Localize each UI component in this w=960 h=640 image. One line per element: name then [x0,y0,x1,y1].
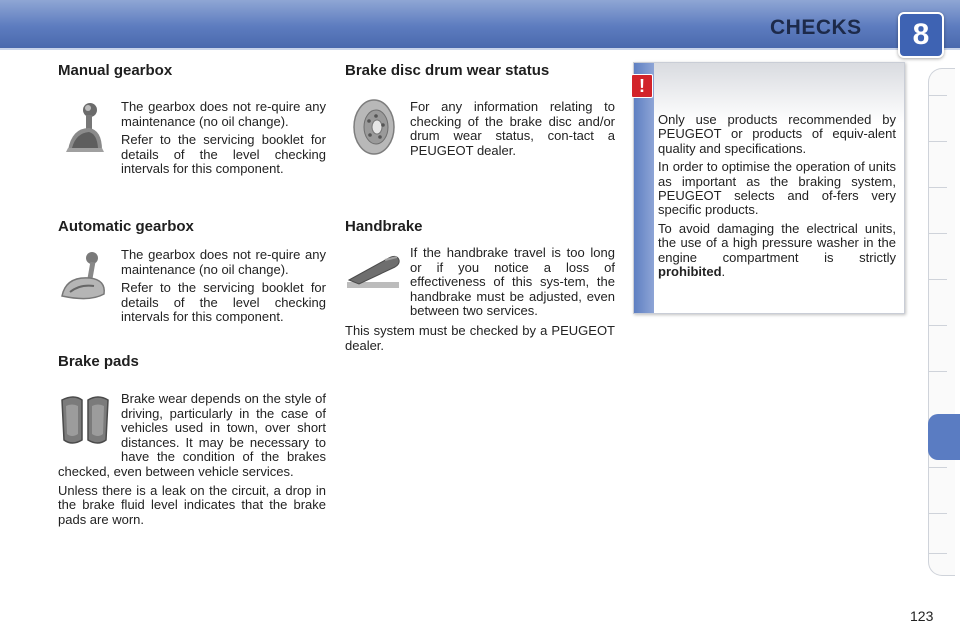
paragraph: The gearbox does not re-quire any maintenance (no oil change). [121,247,326,277]
paragraph: Refer to the servicing booklet for details of the level checking intervals for this component. [121,132,326,177]
warning-text [658,113,896,283]
brake-disc-icon [350,98,398,156]
warning-paragraph: Only use products recommended by PEUGEOT or products of equiv-alent quality and specifications. [658,112,896,156]
heading-manual-gearbox: Manual gearbox [58,62,173,79]
tab-divider [929,141,947,142]
heading-automatic-gearbox: Automatic gearbox [58,218,194,235]
paragraph: Refer to the servicing booklet for details of the level checking intervals for this component. [121,280,326,325]
paragraph [58,392,326,480]
warning-icon: ! [631,74,653,98]
warning-paragraph: In order to optimise the operation of units as important as the braking system, PEUGEOT selects and of-fers very specific products. [658,159,896,218]
tab-divider [929,95,947,96]
tab-divider [929,467,947,468]
heading-brake-pads: Brake pads [58,353,139,370]
warning-paragraph [658,222,896,280]
tab-divider [929,233,947,234]
gear-lever-icon [62,100,106,156]
paragraph: The gearbox does not re-quire any maintenance (no oil change). [121,99,326,129]
tab-chapter-8[interactable] [928,414,960,460]
heading-brake-disc: Brake disc drum wear status [345,62,550,79]
page-title: CHECKS [770,16,862,39]
tab-divider [929,187,947,188]
paragraph: If the handbrake travel is too long or if you notice a loss of effectiveness of this sys-tem, the handbrake must be adjusted, even between two services. [410,245,615,319]
warning-accent-strip [634,63,654,313]
paragraph: For any information relating to checking of the brake disc and/or drum wear status, con-tact a PEUGEOT dealer. [410,99,615,158]
paragraph-text: Brake wear depends on the style of driving, particularly in the case of vehicles used in town, over short distances. It may be necessary to have the condition of the brakes checked, even between vehicle services. [58,391,326,479]
tab-divider [929,279,947,280]
chapter-badge: 8 [898,12,944,58]
warning-text-start: To avoid damaging the electrical units, the use of a high pressure washer in the engine compartment is strictly [658,220,896,265]
manual-gearbox-text [121,100,326,181]
tab-divider [929,513,947,514]
tab-divider [929,371,947,372]
warning-text-end: . [721,264,726,280]
prohibited-emphasis: prohibited [658,264,722,280]
heading-handbrake: Handbrake [345,218,423,235]
paragraph: Unless there is a leak on the circuit, a drop in the brake fluid level indicates that the brake pads are worn. [58,482,326,527]
tab-divider [929,325,947,326]
automatic-selector-icon [60,250,108,304]
brake-pads-text [58,392,326,531]
automatic-gearbox-text [121,248,326,329]
chapter-tab-strip [928,68,955,576]
handbrake-text [345,246,615,357]
tab-divider [929,553,947,554]
page-number: 123 [910,608,934,624]
paragraph: This system must be checked by a PEUGEOT dealer. [345,322,615,353]
brake-disc-text [410,100,615,162]
